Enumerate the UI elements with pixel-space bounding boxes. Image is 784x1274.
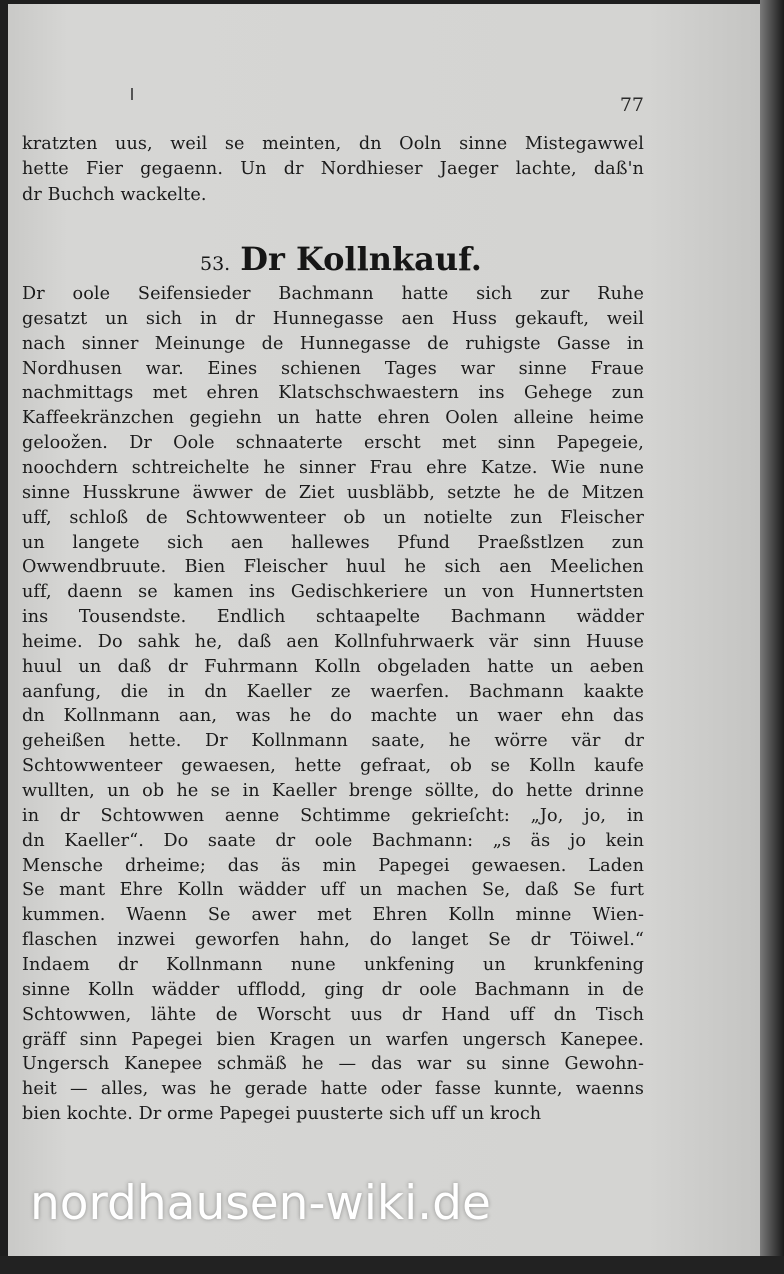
text-line: ins Tousendste. Endlich schtaapelte Bachmann wädder <box>22 607 644 628</box>
text-line: dr Buchch wackelte. <box>22 184 207 205</box>
text-line: uff, daenn se kamen ins Gedischkeriere un von Hunnertsten <box>22 582 644 603</box>
text-line: aanfung, die in dn Kaeller ze waerfen. Bachmann kaakte <box>22 681 644 702</box>
text-line: sinne Husskrune äwwer de Ziet uusbläbb, setzte he de Mitzen <box>22 482 644 503</box>
text-line: gesatzt un sich in dr Hunnegasse aen Huss gekauft, weil <box>22 308 644 329</box>
text-line: Dr oole Seifensieder Bachmann hatte sich zur Ruhe <box>22 284 644 304</box>
text-line: Indaem dr Kollnmann nune unkfening un krunkfening <box>22 954 644 975</box>
page-bottom-shadow <box>0 1256 784 1274</box>
text-line: in dr Schtowwen aenne Schtimme gekrieſcht: „Jo, jo, in <box>22 805 644 826</box>
text-line: wullten, un ob he se in Kaeller brenge söllte, do hette drinne <box>22 781 644 801</box>
text-line: bien kochte. Dr orme Papegei puusterte sich uff un kroch <box>22 1104 542 1125</box>
page-edge-shadow <box>760 0 784 1274</box>
text-line: nach sinner Meinunge de Hunnegasse de ruhigste Gasse in <box>22 333 644 354</box>
text-line: Ungersch Kanepee schmäß he — das war su sinne Gewohn- <box>22 1054 644 1075</box>
text-line: dn Kaeller“. Do saate dr oole Bachmann: „s äs jo kein <box>22 830 644 851</box>
text-line: huul un daß dr Fuhrmann Kolln obgeladen hatte un aeben <box>22 656 644 677</box>
text-line: un langete sich aen hallewes Pfund Praeßstlzen zun <box>22 532 644 553</box>
watermark: nordhausen-wiki.de <box>30 1176 491 1231</box>
text-line: heit — alles, was he gerade hatte oder fasse kunnte, waenns <box>22 1079 644 1100</box>
text-line: geheißen hette. Dr Kollnmann saate, he wörre vär dr <box>22 731 644 752</box>
section-title: Dr Kollnkauf. <box>240 240 482 278</box>
section-heading <box>200 240 500 278</box>
text-line: Schtowwen, lähte de Worscht uus dr Hand uff dn Tisch <box>22 1004 644 1025</box>
text-line: noochdern schtreichelte he sinner Frau ehre Katze. Wie nune <box>22 457 644 478</box>
text-line: Mensche drheime; das äs min Papegei gewaesen. Laden <box>22 855 644 876</box>
text-line: nachmittags met ehren Klatschschwaestern ins Gehege zun <box>22 383 644 404</box>
text-line: Kaffeekränzchen gegiehn un hatte ehren Oolen alleine heime <box>22 408 644 429</box>
print-mark <box>131 88 133 100</box>
text-line: kratzten uus, weil se meinten, dn Ooln sinne Mistegawwel <box>22 134 644 154</box>
text-line: sinne Kolln wädder ufflodd, ging dr oole Bachmann in de <box>22 979 644 1000</box>
text-line: dn Kollnmann aan, was he do machte un waer ehn das <box>22 706 644 727</box>
text-line: kummen. Waenn Se awer met Ehren Kolln minne Wien- <box>22 905 644 926</box>
section-number: 53. <box>200 253 231 275</box>
text-line: Se mant Ehre Kolln wädder uff un machen Se, daß Se furt <box>22 880 644 901</box>
text-line: Schtowwenteer gewaesen, hette gefraat, ob se Kolln kaufe <box>22 756 644 777</box>
text-line: Owwendbruute. Bien Fleischer huul he sich aen Meelichen <box>22 557 644 578</box>
text-line: flaschen inzwei geworfen hahn, do langet Se dr Töiwel.“ <box>22 930 644 951</box>
text-line: uff, schloß de Schtowwenteer ob un notielte zun Fleischer <box>22 507 644 528</box>
text-line: geloožen. Dr Oole schnaaterte erscht met sinn Papegeie, <box>22 433 644 454</box>
text-line: heime. Do sahk he, daß aen Kollnfuhrwaerk vär sinn Huuse <box>22 631 644 652</box>
text-line: hette Fier gegaenn. Un dr Nordhieser Jaeger lachte, daß'n <box>22 159 644 180</box>
text-line: Nordhusen war. Eines schienen Tages war sinne Fraue <box>22 358 644 379</box>
text-line: gräff sinn Papegei bien Kragen un warfen ungersch Kanepee. <box>22 1029 644 1050</box>
page-number: 77 <box>619 94 644 116</box>
